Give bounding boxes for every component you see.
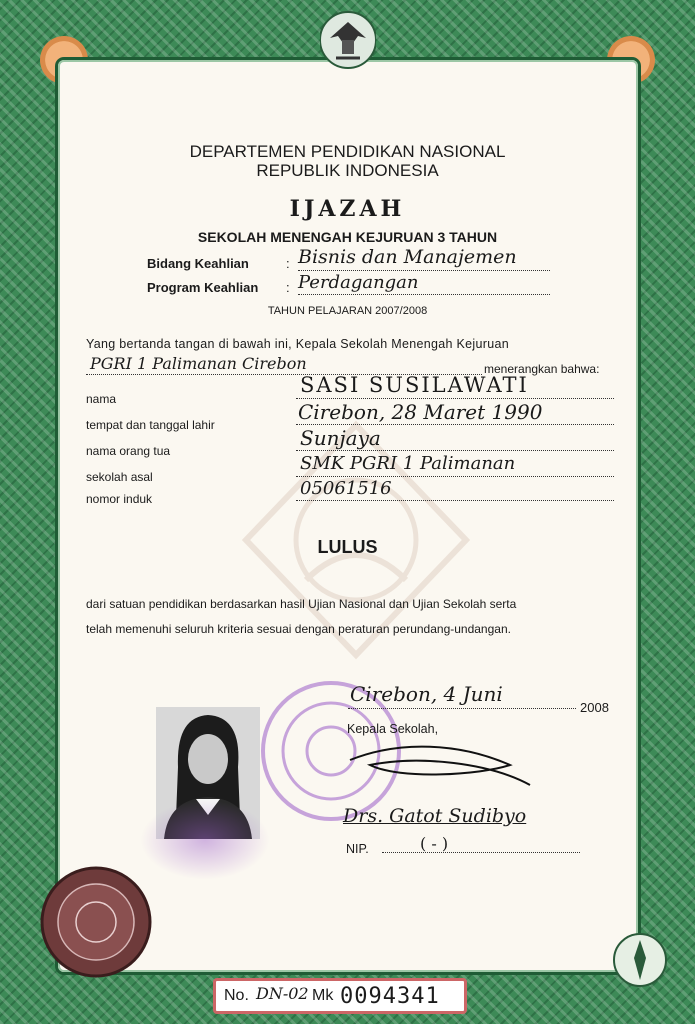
- program-value: Perdagangan: [298, 272, 419, 293]
- nip-line: [382, 852, 580, 853]
- field-line-nomor: [296, 500, 614, 501]
- academic-year: TAHUN PELAJARAN 2007/2008: [267, 305, 428, 317]
- field-value-nomor: 05061516: [300, 478, 392, 499]
- school-name: PGRI 1 Palimanan Cirebon: [90, 354, 307, 373]
- program-colon: :: [286, 280, 290, 295]
- garuda-emblem-icon: [320, 10, 376, 72]
- menerangkan-text: menerangkan bahwa:: [484, 362, 600, 376]
- program-line: [298, 294, 550, 295]
- signature-place-date: Cirebon, 4 Juni: [350, 682, 503, 706]
- serial-prefix: No.: [224, 987, 249, 1004]
- corner-ornament-bottom-right: [610, 930, 670, 990]
- serial-number: 0094341: [340, 984, 440, 1009]
- republic-heading: REPUBLIK INDONESIA: [256, 161, 439, 180]
- statement-line-2: telah memenuhi seluruh kriteria sesuai dengan peraturan perundang-undangan.: [86, 622, 511, 636]
- field-label-orangtua: nama orang tua: [86, 444, 171, 458]
- school-type: SEKOLAH MENENGAH KEJURUAN 3 TAHUN: [197, 229, 498, 245]
- signature-year: 2008: [580, 700, 609, 715]
- field-label-sekolah: sekolah asal: [86, 470, 153, 484]
- serial-code: DN-02: [256, 984, 309, 1003]
- place-date-line: [348, 708, 576, 709]
- field-line-ttl: [296, 424, 614, 425]
- nip-label: NIP.: [346, 842, 369, 856]
- field-value-orangtua: Sunjaya: [300, 426, 381, 450]
- bidang-label: Bidang Keahlian: [147, 256, 249, 271]
- program-label: Program Keahlian: [147, 280, 259, 295]
- serial-number-box: [213, 978, 467, 1014]
- signature-role: Kepala Sekolah,: [347, 722, 439, 736]
- field-value-sekolah: SMK PGRI 1 Palimanan: [300, 453, 516, 474]
- result-lulus: LULUS: [317, 537, 378, 557]
- field-value-nama: SASI SUSILAWATI: [300, 373, 529, 397]
- intro-text: Yang bertanda tangan di bawah ini, Kepala Sekolah Menengah Kejuruan: [86, 337, 509, 351]
- statement-line-1: dari satuan pendidikan berdasarkan hasil Ujian Nasional dan Ujian Sekolah serta: [86, 597, 517, 611]
- field-line-nama: [296, 398, 614, 399]
- serial-mk: Mk: [312, 987, 334, 1004]
- signatory-name: Drs. Gatot Sudibyo: [343, 805, 527, 827]
- document-title: IJAZAH: [289, 196, 406, 222]
- bidang-value: Bisnis dan Manajemen: [298, 246, 517, 268]
- bidang-colon: :: [286, 256, 290, 271]
- department-heading: DEPARTEMEN PENDIDIKAN NASIONAL: [189, 142, 506, 161]
- field-label-nama: nama: [86, 392, 117, 406]
- handwritten-signature: [340, 735, 540, 795]
- field-line-orangtua: [296, 450, 614, 451]
- field-value-ttl: Cirebon, 28 Maret 1990: [298, 400, 543, 424]
- field-line-sekolah: [296, 476, 614, 477]
- ministry-seal-icon: [40, 866, 152, 978]
- photo-stamp-smear: [140, 800, 270, 880]
- nip-value: ( - ): [420, 834, 449, 853]
- field-label-nomor: nomor induk: [86, 492, 153, 506]
- bidang-line: [298, 270, 550, 271]
- field-label-ttl: tempat dan tanggal lahir: [86, 418, 215, 432]
